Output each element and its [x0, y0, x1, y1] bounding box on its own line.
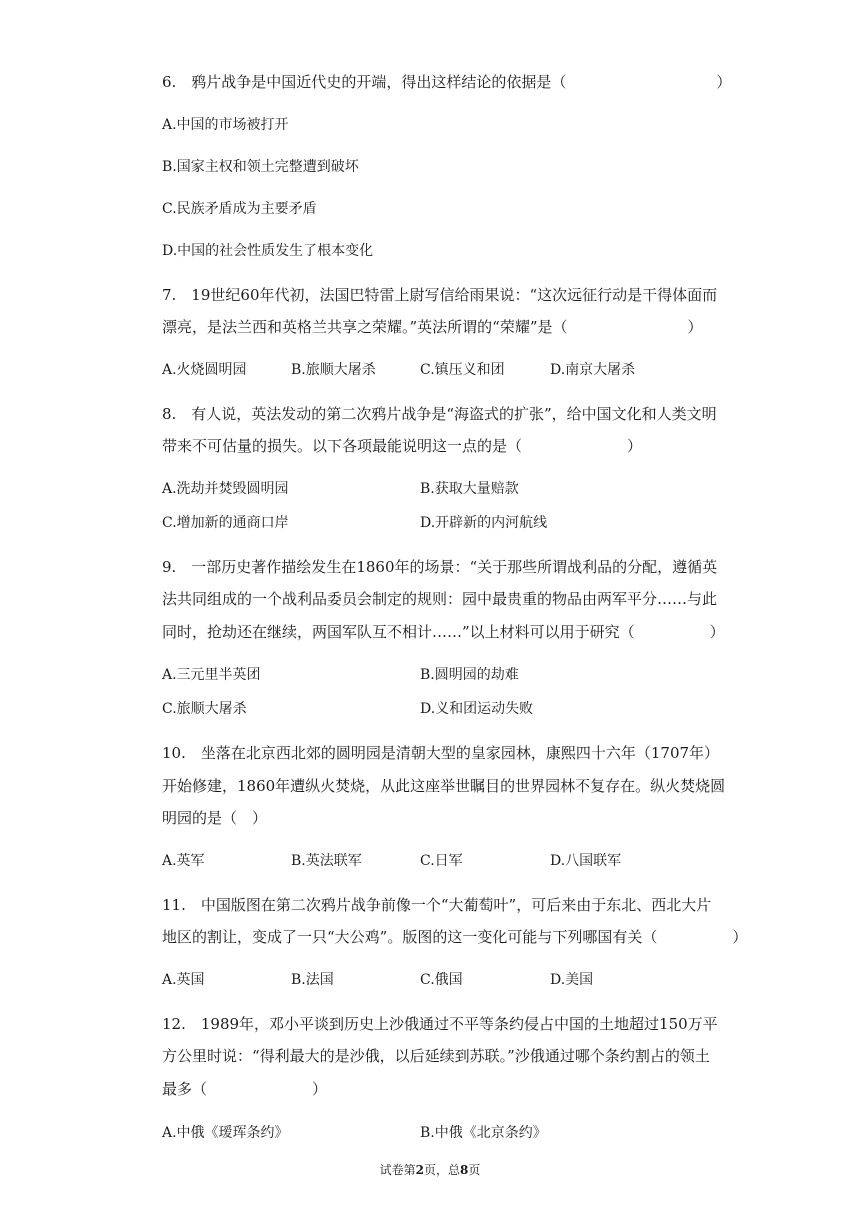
- question-8-option-c: C.增加新的通商口岸: [162, 515, 289, 531]
- page-footer: [0, 1162, 860, 1178]
- question-6-option-a: A.中国的市场被打开: [162, 117, 289, 133]
- question-7-option-b: B.旅顺大屠杀: [291, 362, 376, 378]
- question-8-line-1: 8. 有人说，英法发动的第二次鸦片战争是“海盗式的扩张”，给中国文化和人类文明: [162, 405, 717, 423]
- question-12-line-3: 最多（ ）: [162, 1080, 328, 1098]
- question-12-line-2: 方公里时说：“得利最大的是沙俄，以后延续到苏联。”沙俄通过哪个条约割占的领土: [162, 1047, 710, 1065]
- question-6-option-b: B.国家主权和领土完整遭到破坏: [162, 159, 359, 175]
- question-9-option-b: B.圆明园的劫难: [420, 667, 519, 683]
- question-8-option-a: A.洗劫并焚毁圆明园: [162, 481, 289, 497]
- question-6-option-d: D.中国的社会性质发生了根本变化: [162, 243, 374, 259]
- question-7-option-a: A.火烧圆明园: [162, 362, 247, 378]
- question-8-option-d: D.开辟新的内河航线: [420, 515, 548, 531]
- question-11-option-d: D.美国: [550, 972, 594, 988]
- question-9-line-3: 同时，抢劫还在继续，两国军队互不相计……”以上材料可以用于研究（ ）: [162, 623, 725, 641]
- question-12-line-1: 12. 1989年，邓小平谈到历史上沙俄通过不平等条约侵占中国的土地超过150万平: [162, 1015, 718, 1033]
- question-8-line-2: 带来不可估量的损失。以下各项最能说明这一点的是（ ）: [162, 437, 643, 455]
- question-9-option-d: D.义和团运动失败: [420, 701, 534, 717]
- footer-page-number: 2: [415, 1163, 424, 1177]
- question-7-line-1: 7. 19世纪60年代初，法国巴特雷上尉写信给雨果说：“这次远征行动是干得体面而: [162, 286, 718, 304]
- question-12-option-a: A.中俄《瑷珲条约》: [162, 1125, 289, 1141]
- question-10-option-d: D.八国联军: [550, 853, 622, 869]
- question-11-option-a: A.英国: [162, 972, 205, 988]
- question-10-line-1: 10. 坐落在北京西北郊的圆明园是清朝大型的皇家园林，康熙四十六年（1707年）: [162, 744, 720, 762]
- footer-middle: 页，总: [423, 1163, 460, 1177]
- question-6-option-c: C.民族矛盾成为主要矛盾: [162, 201, 317, 217]
- question-11-line-1: 11. 中国版图在第二次鸦片战争前像一个“大葡萄叶”，可后来由于东北、西北大片: [162, 896, 712, 914]
- question-10-line-2: 开始修建，1860年遭纵火焚烧，从此这座举世瞩目的世界园林不复存在。纵火焚烧圆: [162, 777, 726, 795]
- footer-suffix: 页: [468, 1163, 481, 1177]
- question-9-line-2: 法共同组成的一个战利品委员会制定的规则：园中最贵重的物品由两军平分……与此: [162, 590, 718, 608]
- question-10-option-a: A.英军: [162, 853, 205, 869]
- question-9-option-a: A.三元里半英团: [162, 667, 261, 683]
- question-11-option-b: B.法国: [291, 972, 334, 988]
- question-10-line-3: 明园的是（ ）: [162, 809, 268, 827]
- question-9-option-c: C.旅顺大屠杀: [162, 701, 247, 717]
- question-7-option-c: C.镇压义和团: [420, 362, 505, 378]
- footer-total-pages: 8: [460, 1163, 469, 1177]
- question-11-line-2: 地区的割让，变成了一只“大公鸡”。版图的这一变化可能与下列哪国有关（ ）: [162, 928, 748, 946]
- question-10-option-c: C.日军: [420, 853, 463, 869]
- question-6-line-1: 6. 鸦片战争是中国近代史的开端，得出这样结论的依据是（ ）: [162, 73, 732, 91]
- question-9-line-1: 9. 一部历史著作描绘发生在1860年的场景：“关于那些所谓战利品的分配，遵循英: [162, 558, 718, 576]
- question-10-option-b: B.英法联军: [291, 853, 362, 869]
- question-11-option-c: C.俄国: [420, 972, 463, 988]
- question-12-option-b: B.中俄《北京条约》: [420, 1125, 547, 1141]
- footer-prefix: 试卷第: [379, 1163, 416, 1177]
- question-7-option-d: D.南京大屠杀: [550, 362, 636, 378]
- question-8-option-b: B.获取大量赔款: [420, 481, 519, 497]
- question-7-line-2: 漂亮，是法兰西和英格兰共享之荣耀。”英法所谓的“荣耀”是（ ）: [162, 318, 703, 336]
